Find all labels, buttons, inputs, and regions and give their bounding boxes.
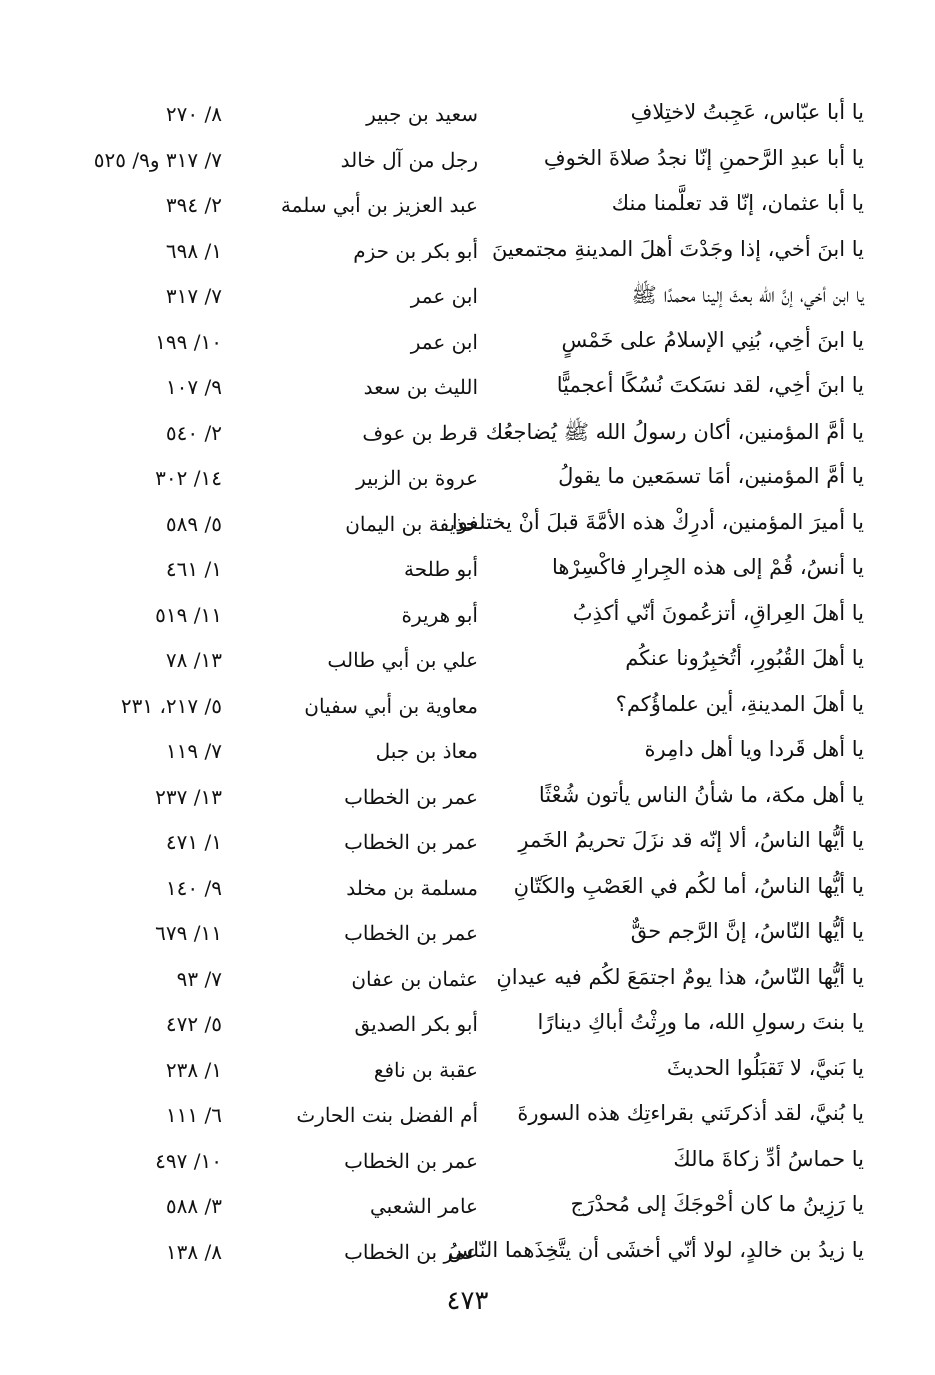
narrator-name: ابن عمر [410,284,478,308]
quote-text: يا أميرَ المؤمنين، أدرِكْ هذه الأمَّةَ قبلَ أنْ يختلفوا [451,509,864,534]
quote-text: يا ابنَ أخِي، بُنِي الإسلامُ على خَمْسٍ [561,327,864,352]
narrator-name: عمر بن الخطاب [344,921,478,945]
quote-text: يا أهلَ القُبُورِ، أتُخبِرُونا عنكُم [625,646,864,670]
table-row [100,278,870,324]
quote-text: يا حماسُ أدِّ زكاةَ مالكَ [673,1146,864,1171]
quote-text: يا ابنَ أخي، إذا وجَدْتَ أهلَ المدينةِ مجتمعينَ [491,236,864,261]
volume-page-ref: ١٤/ ٣٠٢ [155,466,222,490]
narrator-name: عروة بن الزبير [356,466,478,490]
table-row [100,460,870,506]
volume-page-ref: ٩/ ١٤٠ [165,875,222,900]
table-row [100,597,870,643]
narrator-name: الليث بن سعد [363,375,478,399]
quote-text: يا أيُّها النّاسُ، إنَّ الرَّجم حقٌّ [630,919,864,943]
table-row [100,1234,870,1280]
quote-text: يا بنتَ رسولِ الله، ما ورِثْتُ أباكِ دينارًا [537,1010,864,1034]
narrator-name: أبو بكر الصديق [354,1012,478,1036]
narrator-name: عقبة بن نافع [373,1057,478,1082]
narrator-name: أبو طلحة [404,557,478,581]
quote-text: يا أبا عبّاس، عَجِبتُ لاختِلافِ [630,100,864,124]
narrator-name: ابن عمر [410,329,478,354]
quote-text: يا رَزِينُ ما كان أحْوجَكَ إلى مُحدْرَج [570,1192,864,1216]
volume-page-ref: ٧/ ٣١٧ [165,284,222,308]
volume-page-ref: ٦/ ١١١ [165,1103,222,1127]
volume-page-ref: ١٣/ ٧٨ [165,648,222,672]
table-row [100,1006,870,1052]
narrator-name: عمر بن الخطاب [344,784,478,809]
quote-text: يا أيُّها النّاسُ، هذا يومٌ اجتمَعَ لكُم فيه عيدانِ [496,964,864,989]
volume-page-ref: ١١/ ٥١٩ [155,602,222,627]
narrator-name: عثمان بن عفان [351,966,478,991]
table-row [100,961,870,1007]
volume-page-ref: ١/ ٦٩٨ [165,238,222,263]
volume-page-ref: ٥/ ٤٧٢ [165,1012,222,1036]
volume-page-ref: ٣/ ٥٨٨ [165,1194,222,1218]
narrator-name: أم الفضل بنت الحارث [296,1103,478,1127]
table-row [93,142,870,188]
volume-page-ref: ٧/ ١١٩ [165,739,222,763]
table-row [100,506,870,552]
narrator-name: أبو هريرة [401,602,478,627]
quote-text: يا ابنَ أخِي، لقد نسَكتَ نُسُكًا أعجميًّا [556,373,864,397]
narrator-name: رجل من آل خالد [340,147,478,172]
table-row [100,551,870,597]
volume-page-ref: ١٣/ ٢٣٧ [155,784,222,809]
page-number: ٤٧٣ [446,1286,489,1316]
narrator-name: علي بن أبي طالب [327,648,478,672]
quote-text: يا أيُّها الناسُ، ألا إنّه قد نزَلَ تحريمُ الخَمرِ [518,828,864,852]
quote-text: يا أبا عثمان، إنّا قد تعلَّمنا منك [611,191,864,215]
table-row [100,1052,870,1098]
index-table [93,96,870,1279]
quote-text: يا بَنيَّ، لا تَقبَلُوا الحديثَ [666,1055,864,1080]
quote-text: يا بُنيَّ، لقد أذكرتَني بقراءتِك هذه السورةَ [517,1101,864,1125]
volume-page-ref: ٧/ ٩٣ [176,966,222,991]
quote-text: يا أنسُ، قُمْ إلى هذه الجِرارِ فاكْسِرْها [552,555,864,579]
volume-page-ref: ١١/ ٦٧٩ [155,921,222,945]
quote-text: يا أبا عبدِ الرَّحمنِ إنّا نجدُ صلاةَ الخوفِ [543,145,864,170]
table-row [100,233,870,279]
narrator-name: عمر بن الخطاب [344,1239,478,1264]
quote-text: يا أمَّ المؤمنين، أكان رسولُ الله ﷺ يُضاجعُك [485,419,864,444]
table-row [100,415,870,461]
quote-text: يا أهل مكة، ما شأنُ الناس يأتون شُعْثًا [538,782,864,807]
table-row [100,369,870,415]
quote-text: يا أهلَ العِراقِ، أتزعُمونَ أنّي أكذِبُ [572,600,864,625]
table-row [100,870,870,916]
volume-page-ref: ١/ ٢٣٨ [165,1057,222,1082]
narrator-name: مسلمة بن مخلد [346,875,478,900]
volume-page-ref: ٥/ ٥٨٩ [165,511,222,536]
quote-text: يا أهلَ المدينةِ، أين علماؤُكم؟ [615,691,864,716]
narrator-name: معاوية بن أبي سفيان [304,693,478,718]
volume-page-ref: ٥/ ٢١٧، ٢٣١ [120,693,222,718]
quote-text: يا أهل قَردا ويا أهل دامِرة [644,737,864,761]
volume-page-ref: ٢/ ٥٤٠ [165,420,222,445]
quote-text: يا زيدُ بن خالدٍ، لولا أنّي أخشَى أن يتَّخِذَهما النّاسُ [447,1237,864,1262]
volume-page-ref: ١/ ٤٧١ [165,830,222,854]
narrator-name: معاذ بن جبل [375,739,478,763]
table-row [100,688,870,734]
table-row [100,1188,870,1234]
table-row [100,1143,870,1189]
narrator-name: عمر بن الخطاب [344,830,478,854]
table-row [100,324,870,370]
narrator-name: عمر بن الخطاب [344,1148,478,1173]
table-row [100,642,870,688]
narrator-name: عبد العزيز بن أبي سلمة [280,193,478,217]
quote-text: يا أيُّها الناسُ، أما لكُم في العَصْبِ والكَتّانِ [513,873,864,898]
table-row [100,824,870,870]
volume-page-ref: ١٠/ ١٩٩ [155,329,222,354]
narrator-name: قرط بن عوف [362,420,478,445]
volume-page-ref: ٧/ ٣١٧ و٩/ ٥٢٥ [93,147,222,172]
volume-page-ref: ١/ ٤٦١ [165,557,222,581]
volume-page-ref: ٩/ ١٠٧ [165,375,222,399]
table-row [100,915,870,961]
table-row [100,187,870,233]
volume-page-ref: ٨/ ٢٧٠ [165,102,222,126]
table-row [100,96,870,142]
table-row [100,1097,870,1143]
table-row [100,733,870,779]
narrator-name: سعيد بن جبير [366,102,478,126]
narrator-name: أبو بكر بن حزم [353,238,478,263]
volume-page-ref: ٢/ ٣٩٤ [165,193,222,217]
quote-text: يا أمَّ المؤمنين، أمَا تسمَعين ما يقولُ [558,464,864,488]
quote-text: يا ابن أخي، إنَّ الله بعثَ إلينا محمدًا ﷺ [631,283,864,307]
volume-page-ref: ١٠/ ٤٩٧ [155,1148,222,1173]
narrator-name: عامر الشعبي [370,1194,478,1218]
volume-page-ref: ٨/ ١٣٨ [165,1239,222,1264]
narrator-name: حذيفة بن اليمان [345,511,478,536]
table-row [100,779,870,825]
